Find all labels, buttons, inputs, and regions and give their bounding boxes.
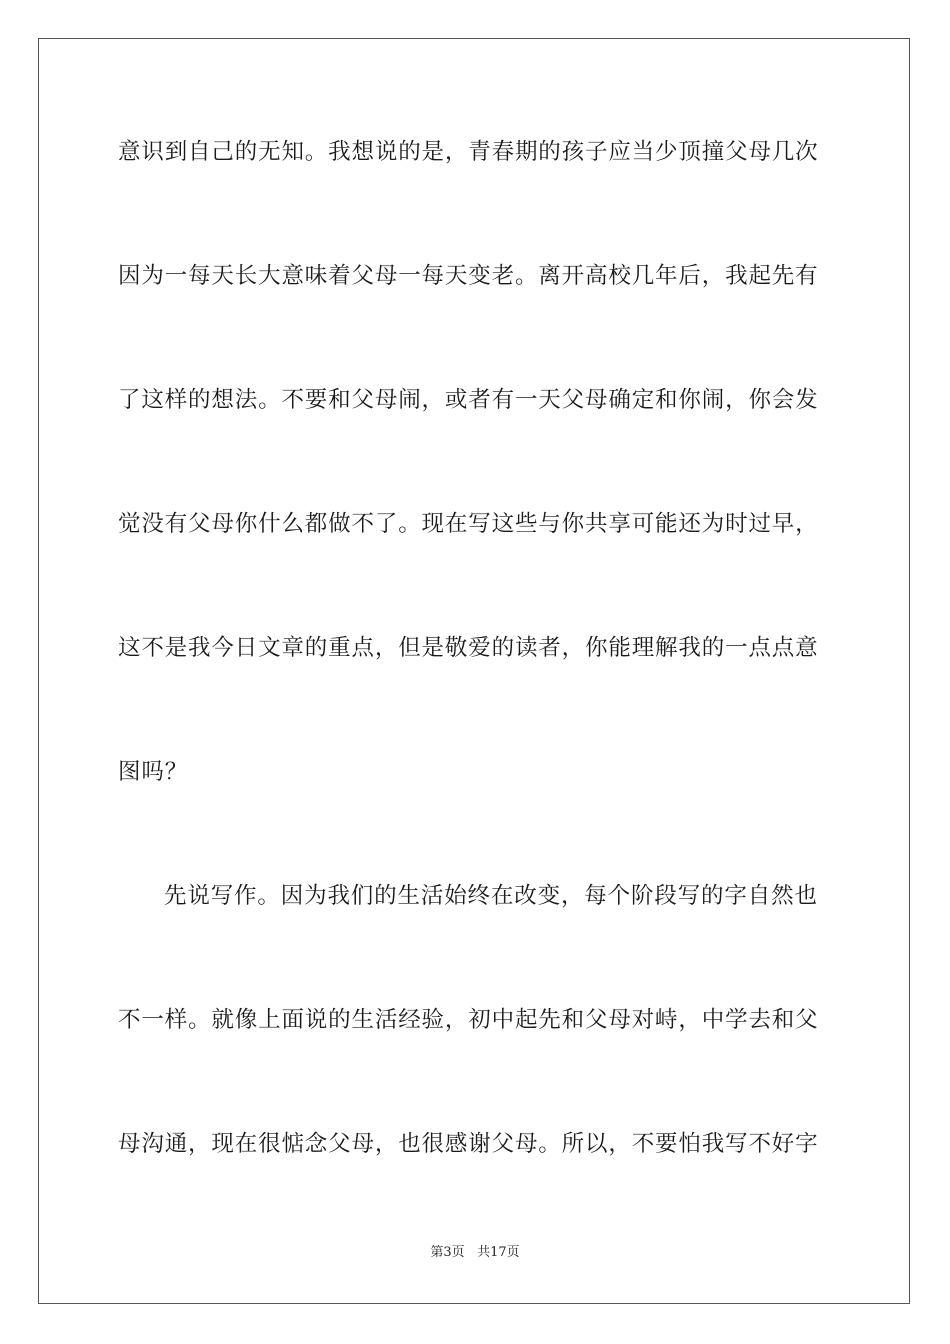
- text-line: 图吗？: [118, 759, 189, 785]
- text-line: 母沟通，现在很惦念父母，也很感谢父母。所以，不要怕我写不好字: [118, 1131, 819, 1157]
- text-line: 不一样。就像上面说的生活经验，初中起先和父母对峙，中学去和父: [118, 1007, 819, 1033]
- total-pages: 共17页: [477, 1245, 520, 1260]
- text-line: 觉没有父母你什么都做不了。现在写这些与你共享可能还为时过早，: [118, 511, 819, 537]
- text-line: 这不是我今日文章的重点，但是敬爱的读者，你能理解我的一点点意: [118, 635, 819, 661]
- page-number: 第3页: [430, 1245, 465, 1260]
- page-border: [38, 38, 910, 1304]
- page-footer: [0, 1244, 950, 1262]
- text-line: 意识到自己的无知。我想说的是，青春期的孩子应当少顶撞父母几次: [118, 139, 819, 165]
- text-line: 了这样的想法。不要和父母闹，或者有一天父母确定和你闹，你会发: [118, 387, 819, 413]
- paragraph-first-line: 先说写作。因为我们的生活始终在改变，每个阶段写的字自然也: [164, 883, 818, 909]
- text-line: 因为一每天长大意味着父母一每天变老。离开高校几年后，我起先有: [118, 263, 819, 289]
